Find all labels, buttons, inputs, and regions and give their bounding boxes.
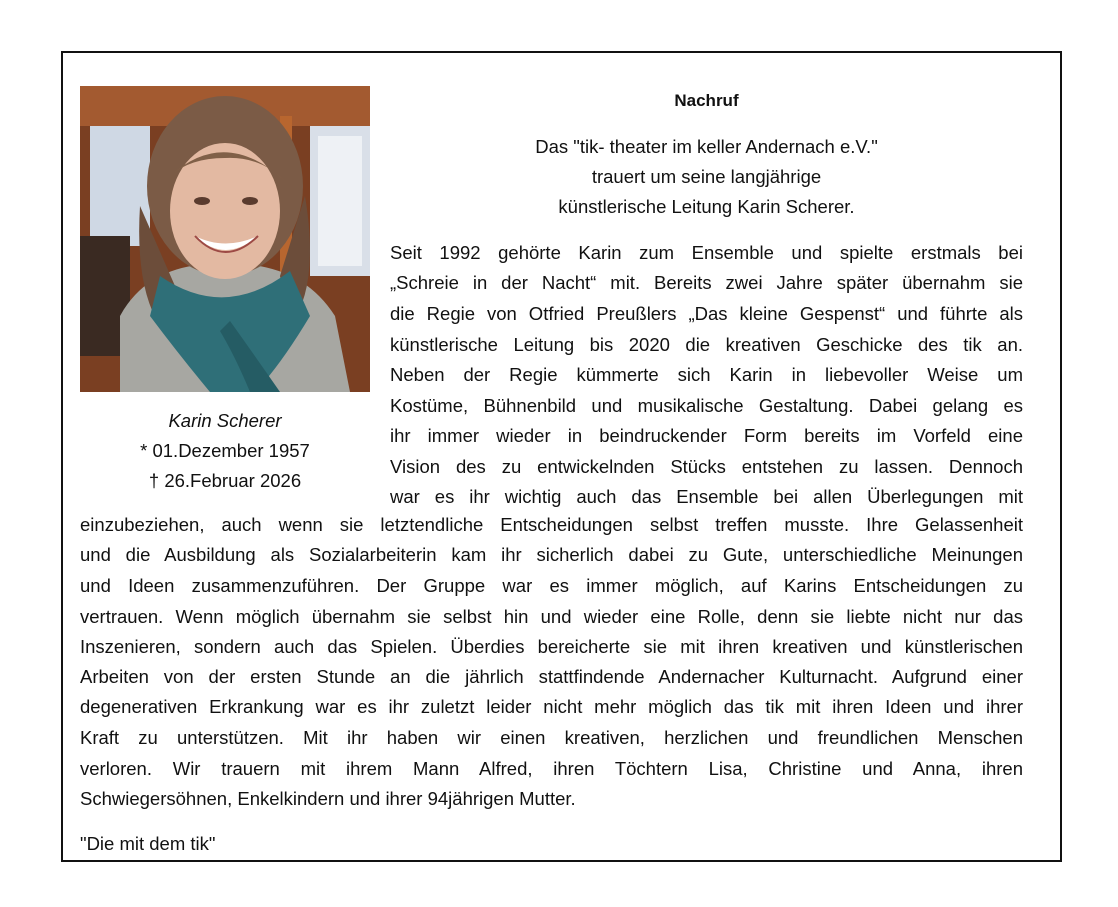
intro-line: Das "tik- theater im keller Andernach e.V.": [535, 136, 878, 157]
portrait-photo: [80, 86, 370, 392]
body-line: verloren. Wir trauern mit ihrem Mann Alfred, ihren Töchtern Lisa, Christine und Anna, ihren: [80, 758, 1023, 779]
portrait-image: [80, 86, 370, 392]
body-line: die Regie von Otfried Preußlers „Das kleine Gespenst“ und führte als: [390, 303, 1023, 324]
body-line: einzubeziehen, auch wenn sie letztendliche Entscheidungen selbst treffen musste. Ihre Gelassenheit: [80, 514, 1023, 535]
intro-line: trauert um seine langjährige: [591, 166, 822, 187]
body-line: Kostüme, Bühnenbild und musikalische Gestaltung. Dabei gelang es: [390, 395, 1023, 416]
intro-line: künstlerische Leitung Karin Scherer.: [558, 196, 855, 217]
body-line: Schwiegersöhnen, Enkelkindern und ihrer 94jährigen Mutter.: [80, 788, 576, 809]
birth-date: * 01.Dezember 1957: [140, 440, 310, 461]
body-line: „Schreie in der Nacht“ mit. Bereits zwei Jahre später übernahm sie: [390, 272, 1023, 293]
obituary-signoff: "Die mit dem tik": [80, 833, 216, 854]
death-date: † 26.Februar 2026: [148, 470, 302, 491]
obituary-intro: [390, 132, 1023, 222]
body-line: vertrauen. Wenn möglich übernahm sie selbst hin und wieder eine Rolle, denn sie liebte nicht nur das: [80, 606, 1023, 627]
body-line: und die Ausbildung als Sozialarbeiterin kam ihr sicherlich dabei zu Gute, unterschiedliche Meinungen: [80, 544, 1023, 565]
obituary-heading: Nachruf: [674, 91, 739, 110]
portrait-caption: [80, 406, 370, 496]
body-line: Neben der Regie kümmerte sich Karin in liebevoller Weise um: [390, 364, 1023, 385]
body-line: war es ihr wichtig auch das Ensemble bei allen Überlegungen mit: [390, 486, 1023, 507]
body-line: künstlerische Leitung bis 2020 die kreativen Geschicke des tik an.: [390, 334, 1023, 355]
body-line: ihr immer wieder in beindruckender Form bereits im Vorfeld eine: [390, 425, 1023, 446]
body-line: Inszenieren, sondern auch das Spielen. Überdies bereicherte sie mit ihren kreativen und künstlerischen: [80, 636, 1023, 657]
body-line: degenerativen Erkrankung war es ihr zuletzt leider nicht mehr möglich das tik mit ihren Ideen und ihrer: [80, 696, 1023, 717]
body-line: Seit 1992 gehörte Karin zum Ensemble und spielte erstmals bei: [390, 242, 1023, 263]
body-line: Kraft zu unterstützen. Mit ihr haben wir einen kreativen, herzlichen und freundlichen Menschen: [80, 727, 1023, 748]
body-line: und Ideen zusammenzuführen. Der Gruppe war es immer möglich, auf Karins Entscheidungen zu: [80, 575, 1023, 596]
deceased-name: Karin Scherer: [168, 410, 282, 431]
body-line: Vision des zu entwickelnden Stücks entstehen zu lassen. Dennoch: [390, 456, 1023, 477]
body-line: Arbeiten von der ersten Stunde an die jährlich stattfindende Andernacher Kulturnacht. Aufgrund einer: [80, 666, 1023, 687]
